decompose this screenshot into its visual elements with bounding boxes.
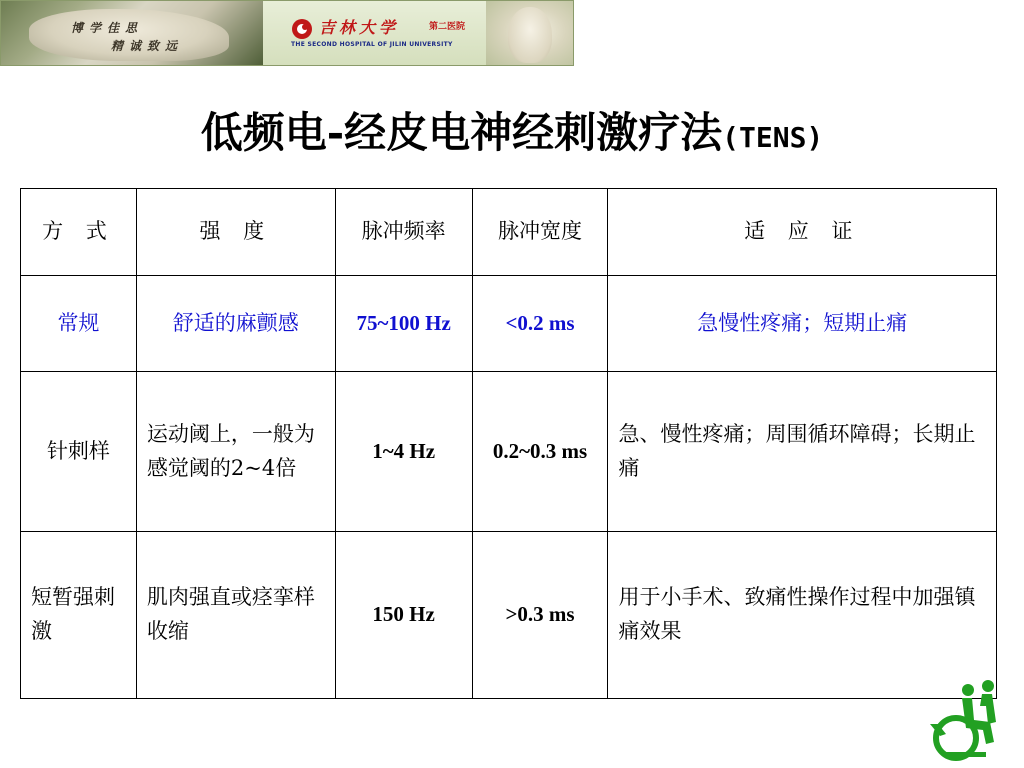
cell-intensity: 舒适的麻颤感 — [136, 276, 335, 372]
cell-indication: 用于小手术、致痛性操作过程中加强镇痛效果 — [608, 532, 997, 699]
cell-mode: 常规 — [21, 276, 137, 372]
slide-title — [0, 100, 1024, 160]
table-row — [21, 532, 997, 699]
hospital-english-name: THE SECOND HOSPITAL OF JILIN UNIVERSITY — [291, 41, 453, 48]
portrait-image — [486, 1, 574, 66]
cell-indication: 急、慢性疼痛；周围循环障碍；长期止痛 — [608, 372, 997, 532]
stone-inscription-line1: 博学佳思 — [71, 21, 144, 35]
cell-intensity: 运动阈上，一般为感觉阈的2~4倍 — [136, 372, 335, 532]
cell-frequency: 75~100 Hz — [335, 276, 472, 372]
header-indication: 适 应 证 — [608, 189, 997, 276]
slide-title-main: 低频电-经皮电神经刺激疗法 — [200, 108, 723, 157]
cell-width: <0.2 ms — [472, 276, 608, 372]
cell-intensity: 肌肉强直或痉挛样收缩 — [136, 532, 335, 699]
cell-mode: 针刺样 — [21, 372, 137, 532]
header-width: 脉冲宽度 — [472, 189, 608, 276]
cell-frequency: 150 Hz — [335, 532, 472, 699]
tens-table — [20, 188, 997, 699]
cell-width: 0.2~0.3 ms — [472, 372, 608, 532]
header-frequency: 脉冲频率 — [335, 189, 472, 276]
table-row — [21, 372, 997, 532]
cell-width: >0.3 ms — [472, 532, 608, 699]
slide-title-abbrev: (TENS) — [722, 121, 824, 154]
table-row — [21, 276, 997, 372]
campus-stone-image — [1, 1, 263, 66]
header-mode: 方 式 — [21, 189, 137, 276]
header-intensity: 强 度 — [136, 189, 335, 276]
table-header-row — [21, 189, 997, 276]
header-banner — [0, 0, 574, 66]
cell-frequency: 1~4 Hz — [335, 372, 472, 532]
cell-indication: 急慢性疼痛；短期止痛 — [608, 276, 997, 372]
portrait-face — [508, 7, 552, 63]
cell-mode: 短暂强刺激 — [21, 532, 137, 699]
wheelchair-icon — [926, 676, 1000, 766]
university-logo-icon — [291, 18, 313, 40]
stone-inscription-line2: 精诚致远 — [111, 39, 184, 53]
hospital-name: 第二医院 — [429, 22, 466, 32]
university-name: 吉林大学 — [319, 18, 400, 37]
